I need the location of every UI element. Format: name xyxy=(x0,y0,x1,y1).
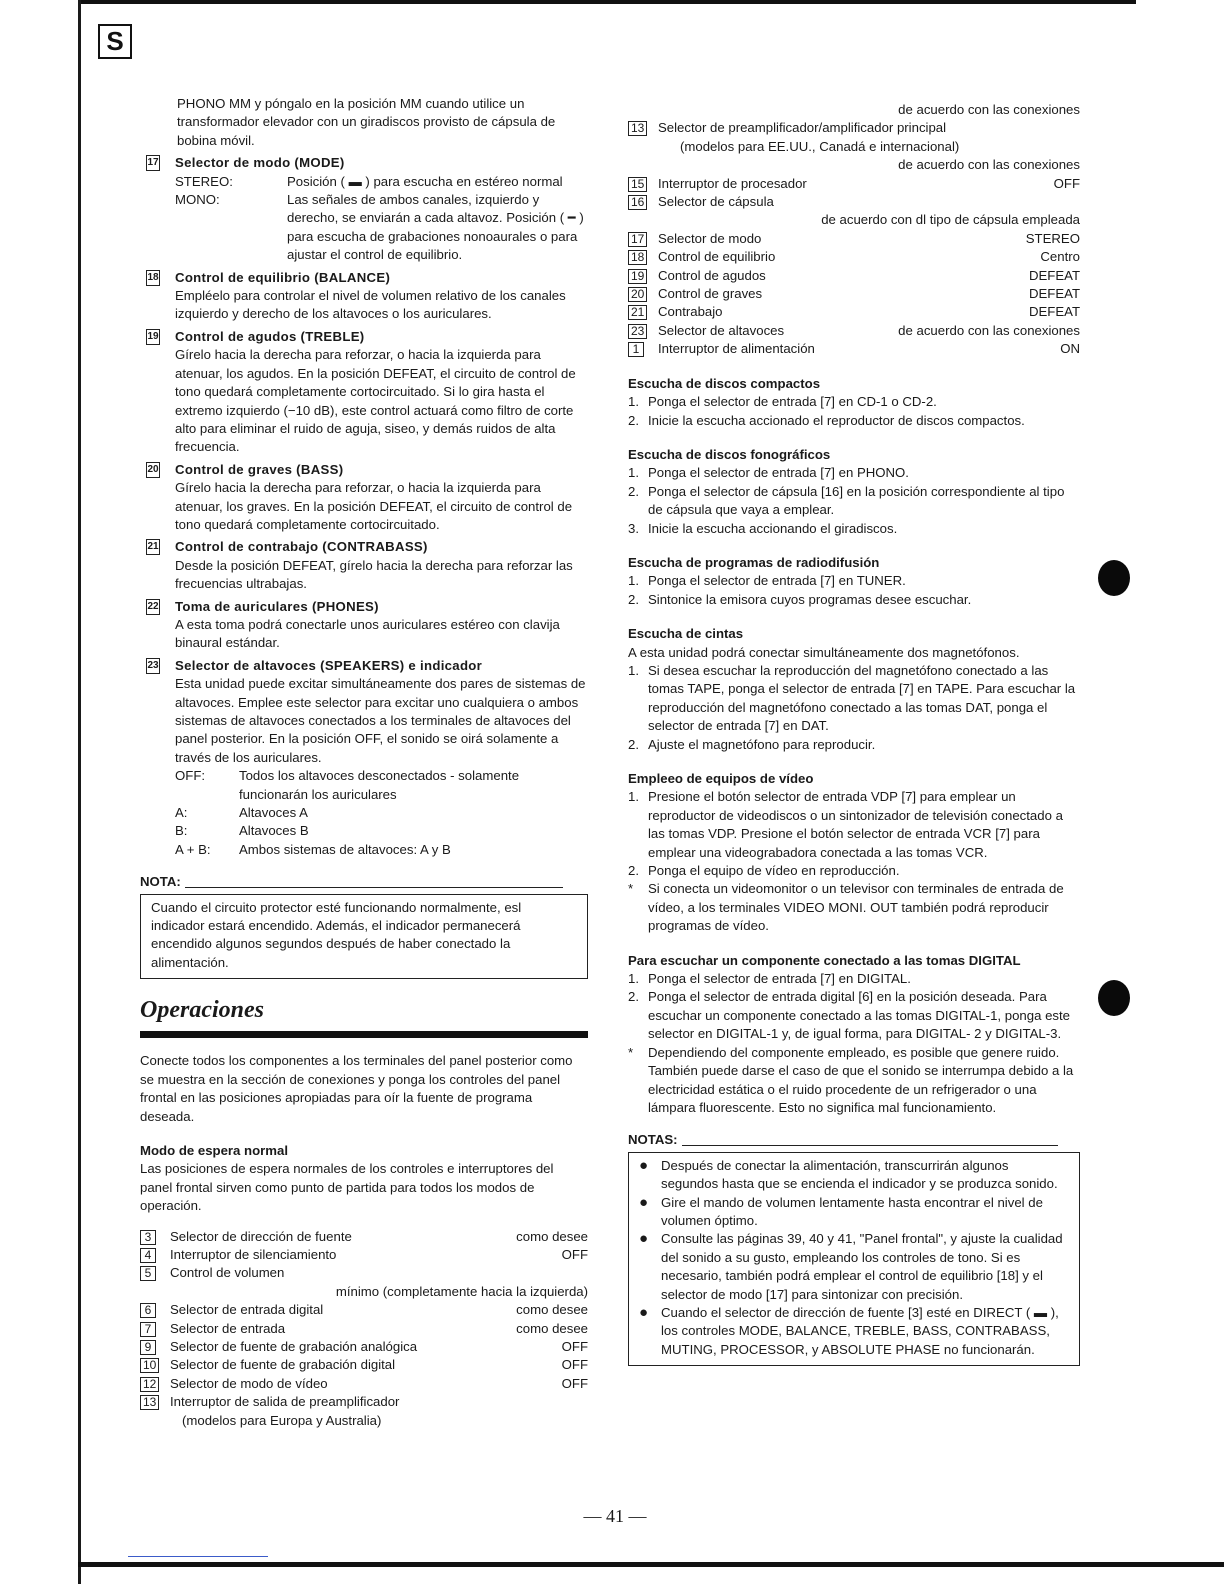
phono-steps: 1. Ponga el selector de entrada [7] en PHONO. 2. Ponga el selector de cápsula [16] en la posición correspondiente al tipo de cápsula que vaya a emplear. 3. Inicie la escucha accionando el giradiscos. xyxy=(628,465,1065,536)
list-item: ● Después de conectar la alimentación, transcurrirán algunos segundos hasta que se encienda el indicador y se produzca sonido. xyxy=(639,1156,1058,1192)
def-row: MONO: Las señales de ambos canales, izquierdo y derecho, se enviarán a cada altavoz. Posición ( ━ ) para escucha de grabaciones nonoaurales o para ajustar el control de equilibrio. xyxy=(175,192,584,263)
cd-title: Escucha de discos compactos xyxy=(628,375,821,391)
def-row: OFF: Todos los altavoces desconectados - solamente funcionarán los auriculares xyxy=(175,768,520,802)
item-balance: 18 Control de equilibrio (BALANCE) Empléelo para controlar el nivel de volumen relativo de los canales izquierdo y derecho de los altavoces o los auriculares. xyxy=(147,269,566,322)
nota-box xyxy=(140,894,588,980)
list-item: ● Gire el mando de volumen lentamente hasta encontrar el nivel de volumen óptimo. xyxy=(639,1193,1043,1228)
table-row: 6 Selector de entrada digital como desee xyxy=(140,1301,588,1319)
table-row: 5 Control de volumen xyxy=(140,1264,588,1282)
left-rule xyxy=(78,0,81,1584)
binding-hole-dot xyxy=(1098,560,1130,596)
volume-note: mínimo (completamente hacia la izquierda) xyxy=(335,1283,588,1299)
tape-steps: 1. Si desea escuchar la reproducción del magnetófono conectado a las tomas TAPE, ponga el selector de entrada [7] en TAPE. Para escuchar la reproducción del magnetófono conectado a las tomas DAT, ponga el selector de entrada [7] en DAT. 2. Ajuste el magnetófono para reproducir. xyxy=(628,662,1076,752)
radio-steps: 1. Ponga el selector de entrada [7] en TUNER. 2. Sintonice la emisora cuyos programas desee escuchar. xyxy=(628,573,972,607)
top-rule xyxy=(78,0,1136,4)
page-number: — 41 — xyxy=(583,1506,647,1526)
item-treble: 19 Control de agudos (TREBLE) Gírelo hacia la derecha para reforzar, o hacia la izquierda para atenuar, los agudos. En la posición DEFEAT, el circuito de control de tono quedará completamente cortocircuitado. Si lo gira hasta el extremo izquierdo (−10 dB), este control actuará como filtro de corte alto para eliminar el ruido de aguja, siseo, y demás ruidos de alta frecuencia. xyxy=(147,328,576,455)
nota-text: Cuando el circuito protector esté funcionando normalmente, esl indicador estará encendido. Además, el indicador permanecerá encendido algunos segundos después de haber conectado la alimentación. xyxy=(151,899,522,970)
item-bass: 20 Control de graves (BASS) Gírelo hacia la derecha para reforzar, o hacia la izquierda para atenuar, los graves. En la posición DEFEAT, el circuito de control de tono quedará completamente cortocircuitado. xyxy=(147,461,573,532)
tape-intro: A esta unidad podrá conectar simultáneamente dos magnetófonos. xyxy=(628,644,1020,660)
digital-steps: 1. Ponga el selector de entrada [7] en DIGITAL. 2. Ponga el selector de entrada digital [6] en la posición deseada. Para escuchar un componente conectado a las tomas DIGITAL-1, ponga este selector en DIGITAL-1 y, de igual forma, para DIGITAL- 2 y DIGITAL-3. * Dependiendo del componente empleado, es posible que genere ruido. También puede darse el caso de que el sonido se interrumpa debido a la electricidad estática o el ruido procedente de un refrigerador o una lámpara fluorescente. Esto no significa mal funcionamiento. xyxy=(628,971,1074,1115)
language-badge: S xyxy=(98,24,132,59)
section-bar xyxy=(140,1031,588,1038)
def-row: A + B: Ambos sistemas de altavoces: A y B xyxy=(175,841,451,857)
section-title: Operaciones xyxy=(140,997,264,1024)
table-row: 23 Selector de altavoces de acuerdo con las conexiones xyxy=(628,322,1080,340)
item-mode xyxy=(140,154,588,264)
def-row: STEREO: Posición ( ▬ ) para escucha en estéreo normal xyxy=(175,173,563,189)
bottom-rule xyxy=(78,1562,1224,1567)
item-contrabass: 21 Control de contrabajo (CONTRABASS) Desde la posición DEFEAT, gírelo hacia la derecha para reforzar las frecuencias ultrabajas. xyxy=(147,539,573,592)
right-column: de acuerdo con las conexiones 13 Selector de preamplificador/amplificador principal (modelos para EE.UU., Canadá e internacional) de acuerdo con las conexiones 15 Interruptor de procesador OFF 16 Selector de cápsula de acuerdo con dl tipo de cápsula empleada 17 Selector de modo STEREO 18 Control de equilibrio Centro 19 Control de agudos DEFEAT 20 Control de graves DEFEAT 21 Contrabajo DEFEAT 23 Selector de altavoces de acuerdo con las conexiones 1 Interruptor de alimentación ON Escucha de discos compactos 1. Ponga el selector de entrada [7] en CD-1 o CD-2. 2. Inicie la escucha accionado el reproductor de discos compactos. Escucha de discos fonográficos 1. Ponga el selector de entrada [7] en PHONO. 2. Ponga el selector de cápsula [16] en la posición correspondiente al tipo de cápsula que vaya a emplear. 3. Inicie la escucha accionando el giradiscos. Escucha de programas de radiodifusión 1. Ponga el selector de entrada [7] en TUNER. 2. Sintonice la emisora cuyos programas desee escuchar. Escucha de cintas A esta unidad podrá conectar simultáneamente dos magnetófonos. 1. Si desea escuchar la reproducción del magnetófono conectado a las tomas TAPE, ponga el selector de entrada [7] en TAPE. Para escuchar la reproducción del magnetófono conectado a las tomas DAT, ponga el selector de entrada [7] en DAT. 2. Ajuste el magnetófono para reproducir. Empleeo de equipos de vídeo 1. Presione el botón selector de entrada VDP [7] para emplear un reproductor de videodiscos o un sintonizador de televisión conectado a las tomas VDP. Presione el botón selector de entrada VCR [7] para emplear una videograbadora conectada a las tomas VCR. 2. Ponga el equipo de vídeo en reproducción. * Si conecta un videomonitor o un televisor con terminales de entrada de vídeo, a los terminales VIDEO MONI. OUT también podrá reproducir programas de vídeo. Para escuchar un componente conectado a las tomas DIGITAL 1. Ponga el selector de entrada [7] en DIGITAL. 2. Ponga el selector de entrada digital [6] en la posición deseada. Para escuchar un componente conectado a las tomas DIGITAL-1, ponga este selector en DIGITAL-1 y, de igual forma, para DIGITAL- 2 y DIGITAL-3. * Dependiendo del componente empleado, es posible que genere ruido. También puede darse el caso de que el sonido se interrumpa debido a la electricidad estática o el ruido procedente de un refrigerador o una lámpara fluorescente. Esto no significa mal funcionamiento. NOTAS: ● Después de conectar la alimentación, transcurrirán algunos segundos hasta que se encienda el indicador y se produzca sonido. ● Gire el mando de volumen lentamente hasta encontrar el nivel de volumen óptimo. ● Consulte las páginas 39, 40 y 41, "Panel frontal", y ajuste la cualidad del sonido a su gusto, empleando los controles de tono. Si es necesario, también podrá emplear el control de equilibrio [18] y el selector de modo [17] para sintonizar con precisión. ● Cuando el selector de dirección de fuente [3] esté en DIRECT ( ▬ ), los controles MODE, BALANCE, TREBLE, BASS, CONTRABASS, MUTING, PROCESSOR, y ABSOLUTE PHASE no funcionarán. xyxy=(628,101,1080,1366)
video-title: Empleeo de equipos de vídeo xyxy=(628,771,814,786)
table-row: 17 Selector de modo STEREO xyxy=(628,230,1080,248)
tape-title: Escucha de cintas xyxy=(628,626,744,642)
video-steps: 1. Presione el botón selector de entrada VDP [7] para emplear un reproductor de videodiscos o un sintonizador de televisión conectado a las tomas VDP. Presione el botón selector de entrada VCR [7] para emplear una videograbadora conectada a las tomas VCR. 2. Ponga el equipo de vídeo en reproducción. * Si conecta un videomonitor o un televisor con terminales de entrada de vídeo, a los terminales VIDEO MONI. OUT también podrá reproducir programas de vídeo. xyxy=(628,789,1064,934)
binding-hole-dot xyxy=(1098,980,1130,1016)
list-item: ● Cuando el selector de dirección de fuente [3] esté en DIRECT ( ▬ ), los controles MODE, BALANCE, TREBLE, BASS, CONTRABASS, MUTING, PROCESSOR, y ABSOLUTE PHASE no funcionarán. xyxy=(639,1303,1059,1357)
intro-text: PHONO MM y póngalo en la posición MM cuando utilice un transformador elevador con un giradiscos provisto de cápsula de bobina móvil. xyxy=(177,96,556,148)
item-speakers: 23 Selector de altavoces (SPEAKERS) e indicador Esta unidad puede excitar simultáneamente dos pares de sistemas de altavoces. Emplee este selector para excitar uno cualquiera o ambos sistemas de altavoces conectados a los terminales de altavoces del panel posterior. En la posición OFF, el sonido se oirá solamente a través de los auriculares. OFF: Todos los altavoces desconectados - solamente funcionarán los auriculares A: Altavoces A B: Altavoces B A + B: Ambos sistemas de altavoces: A y B xyxy=(140,657,588,859)
item-title: Selector de modo (MODE) xyxy=(175,155,345,171)
phono-title: Escucha de discos fonográficos xyxy=(628,446,831,462)
table-row: 12 Selector de modo de vídeo OFF xyxy=(140,1375,588,1393)
standby-text: Las posiciones de espera normales de los controles e interruptores del panel frontal sirven como punto de partida para todos los modos de operación. xyxy=(140,1161,554,1214)
radio-title: Escucha de programas de radiodifusión xyxy=(628,554,880,570)
list-item: ● Consulte las páginas 39, 40 y 41, "Panel frontal", y ajuste la cualidad del sonido a su gusto, empleando los controles de tono. Si es necesario, también podrá emplear el control de equilibrio [18] y el selector de modo [17] para sintonizar con precisión. xyxy=(639,1230,1063,1302)
nota-heading: NOTA: xyxy=(140,873,588,891)
bottom-link-line xyxy=(128,1556,268,1557)
table-row: 13 Selector de preamplificador/amplificador principal xyxy=(628,119,1080,137)
table-row: 10 Selector de fuente de grabación digital OFF xyxy=(140,1356,588,1374)
notas-box xyxy=(628,1152,1080,1366)
row-note: (modelos para Europa y Australia) xyxy=(182,1412,382,1428)
table-row: 9 Selector de fuente de grabación analógica OFF xyxy=(140,1338,588,1356)
table-row: 18 Control de equilibrio Centro xyxy=(628,248,1080,266)
table-row: 15 Interruptor de procesador OFF xyxy=(628,175,1080,193)
section-intro: Conecte todos los componentes a los terminales del panel posterior como se muestra en la sección de conexiones y ponga los controles del panel frontal en las posiciones apropiadas para oír la fuente de programa deseada. xyxy=(140,1053,573,1124)
cd-steps: 1. Ponga el selector de entrada [7] en CD-1 o CD-2. 2. Inicie la escucha accionado el reproductor de discos compactos. xyxy=(628,394,1025,428)
notas-heading: NOTAS: xyxy=(628,1131,1080,1149)
left-column xyxy=(140,95,588,1430)
table-row: 16 Selector de cápsula xyxy=(628,193,1080,211)
digital-title: Para escuchar un componente conectado a las tomas DIGITAL xyxy=(628,952,1021,968)
def-row: B: Altavoces B xyxy=(175,823,309,839)
table-row: 20 Control de graves DEFEAT xyxy=(628,285,1080,303)
item-number: 17 xyxy=(146,155,160,171)
table-row: 21 Contrabajo DEFEAT xyxy=(628,303,1080,321)
standby-title: Modo de espera normal xyxy=(140,1142,289,1158)
item-phones: 22 Toma de auriculares (PHONES) A esta toma podrá conectarle unos auriculares estéreo con clavija binaural estándar. xyxy=(147,598,560,651)
table-row: 3 Selector de dirección de fuente como desee xyxy=(140,1228,588,1246)
table-row: 4 Interruptor de silenciamiento OFF xyxy=(140,1246,588,1264)
def-row: A: Altavoces A xyxy=(175,805,308,821)
table-row: 13 Interruptor de salida de preamplificador xyxy=(140,1393,588,1411)
table-row: 1 Interruptor de alimentación ON xyxy=(628,340,1080,358)
standby-table xyxy=(140,1228,588,1430)
table-row: 19 Control de agudos DEFEAT xyxy=(628,267,1080,285)
continued-note: de acuerdo con las conexiones xyxy=(898,102,1080,117)
table-row: 7 Selector de entrada como desee xyxy=(140,1320,588,1338)
